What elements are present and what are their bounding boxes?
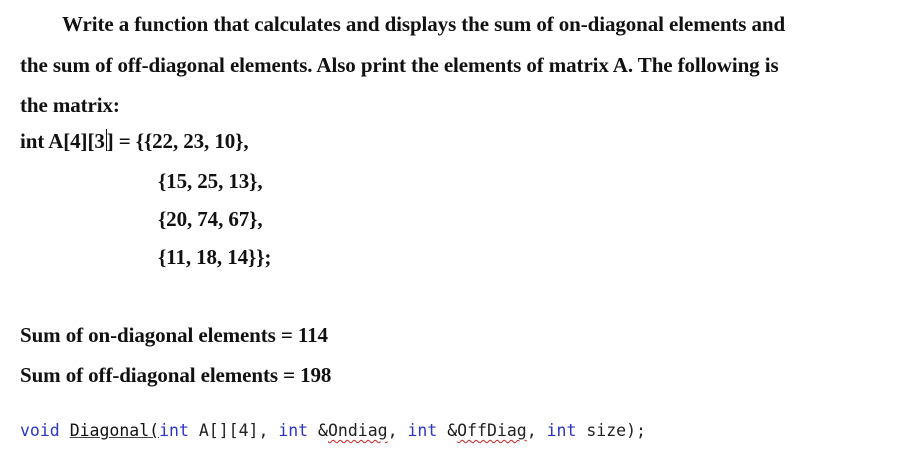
param3-name: OffDiag: [457, 421, 527, 440]
param1-type-keyword: int: [159, 421, 189, 440]
function-name: Diagonal(: [69, 421, 160, 440]
param4-type-keyword: int: [546, 421, 577, 440]
param2-name: Ondiag: [328, 421, 388, 440]
param3-separator: ,: [526, 421, 547, 440]
problem-line-1: Write a function that calculates and displays the sum of on-diagonal elements and: [62, 12, 786, 36]
matrix-row-3: {20, 74, 67},: [158, 207, 263, 231]
on-diagonal-sum: Sum of on-diagonal elements = 114: [20, 323, 328, 347]
param2-type-keyword: int: [278, 421, 309, 440]
param1-text: A[][4],: [188, 421, 279, 440]
problem-line-2: the sum of off-diagonal elements. Also print the elements of matrix A. The following is: [20, 53, 779, 77]
off-diagonal-sum: Sum of off-diagonal elements = 198: [20, 363, 332, 387]
matrix-row-2: {15, 25, 13},: [158, 169, 263, 193]
param4-text: size);: [576, 421, 646, 440]
param2-separator: ,: [387, 421, 408, 440]
function-signature: [20, 420, 646, 442]
matrix-declaration-suffix: ] = {{22, 23, 10},: [106, 129, 249, 153]
return-type-keyword: void: [20, 421, 60, 440]
param3-type-keyword: int: [407, 421, 438, 440]
param3-ampersand: &: [437, 421, 458, 440]
matrix-declaration: [20, 128, 248, 154]
problem-line-3: the matrix:: [20, 93, 120, 117]
param2-ampersand: &: [308, 421, 328, 440]
matrix-declaration-prefix: int A[4][3: [20, 129, 105, 153]
matrix-row-4: {11, 18, 14}};: [158, 245, 272, 269]
